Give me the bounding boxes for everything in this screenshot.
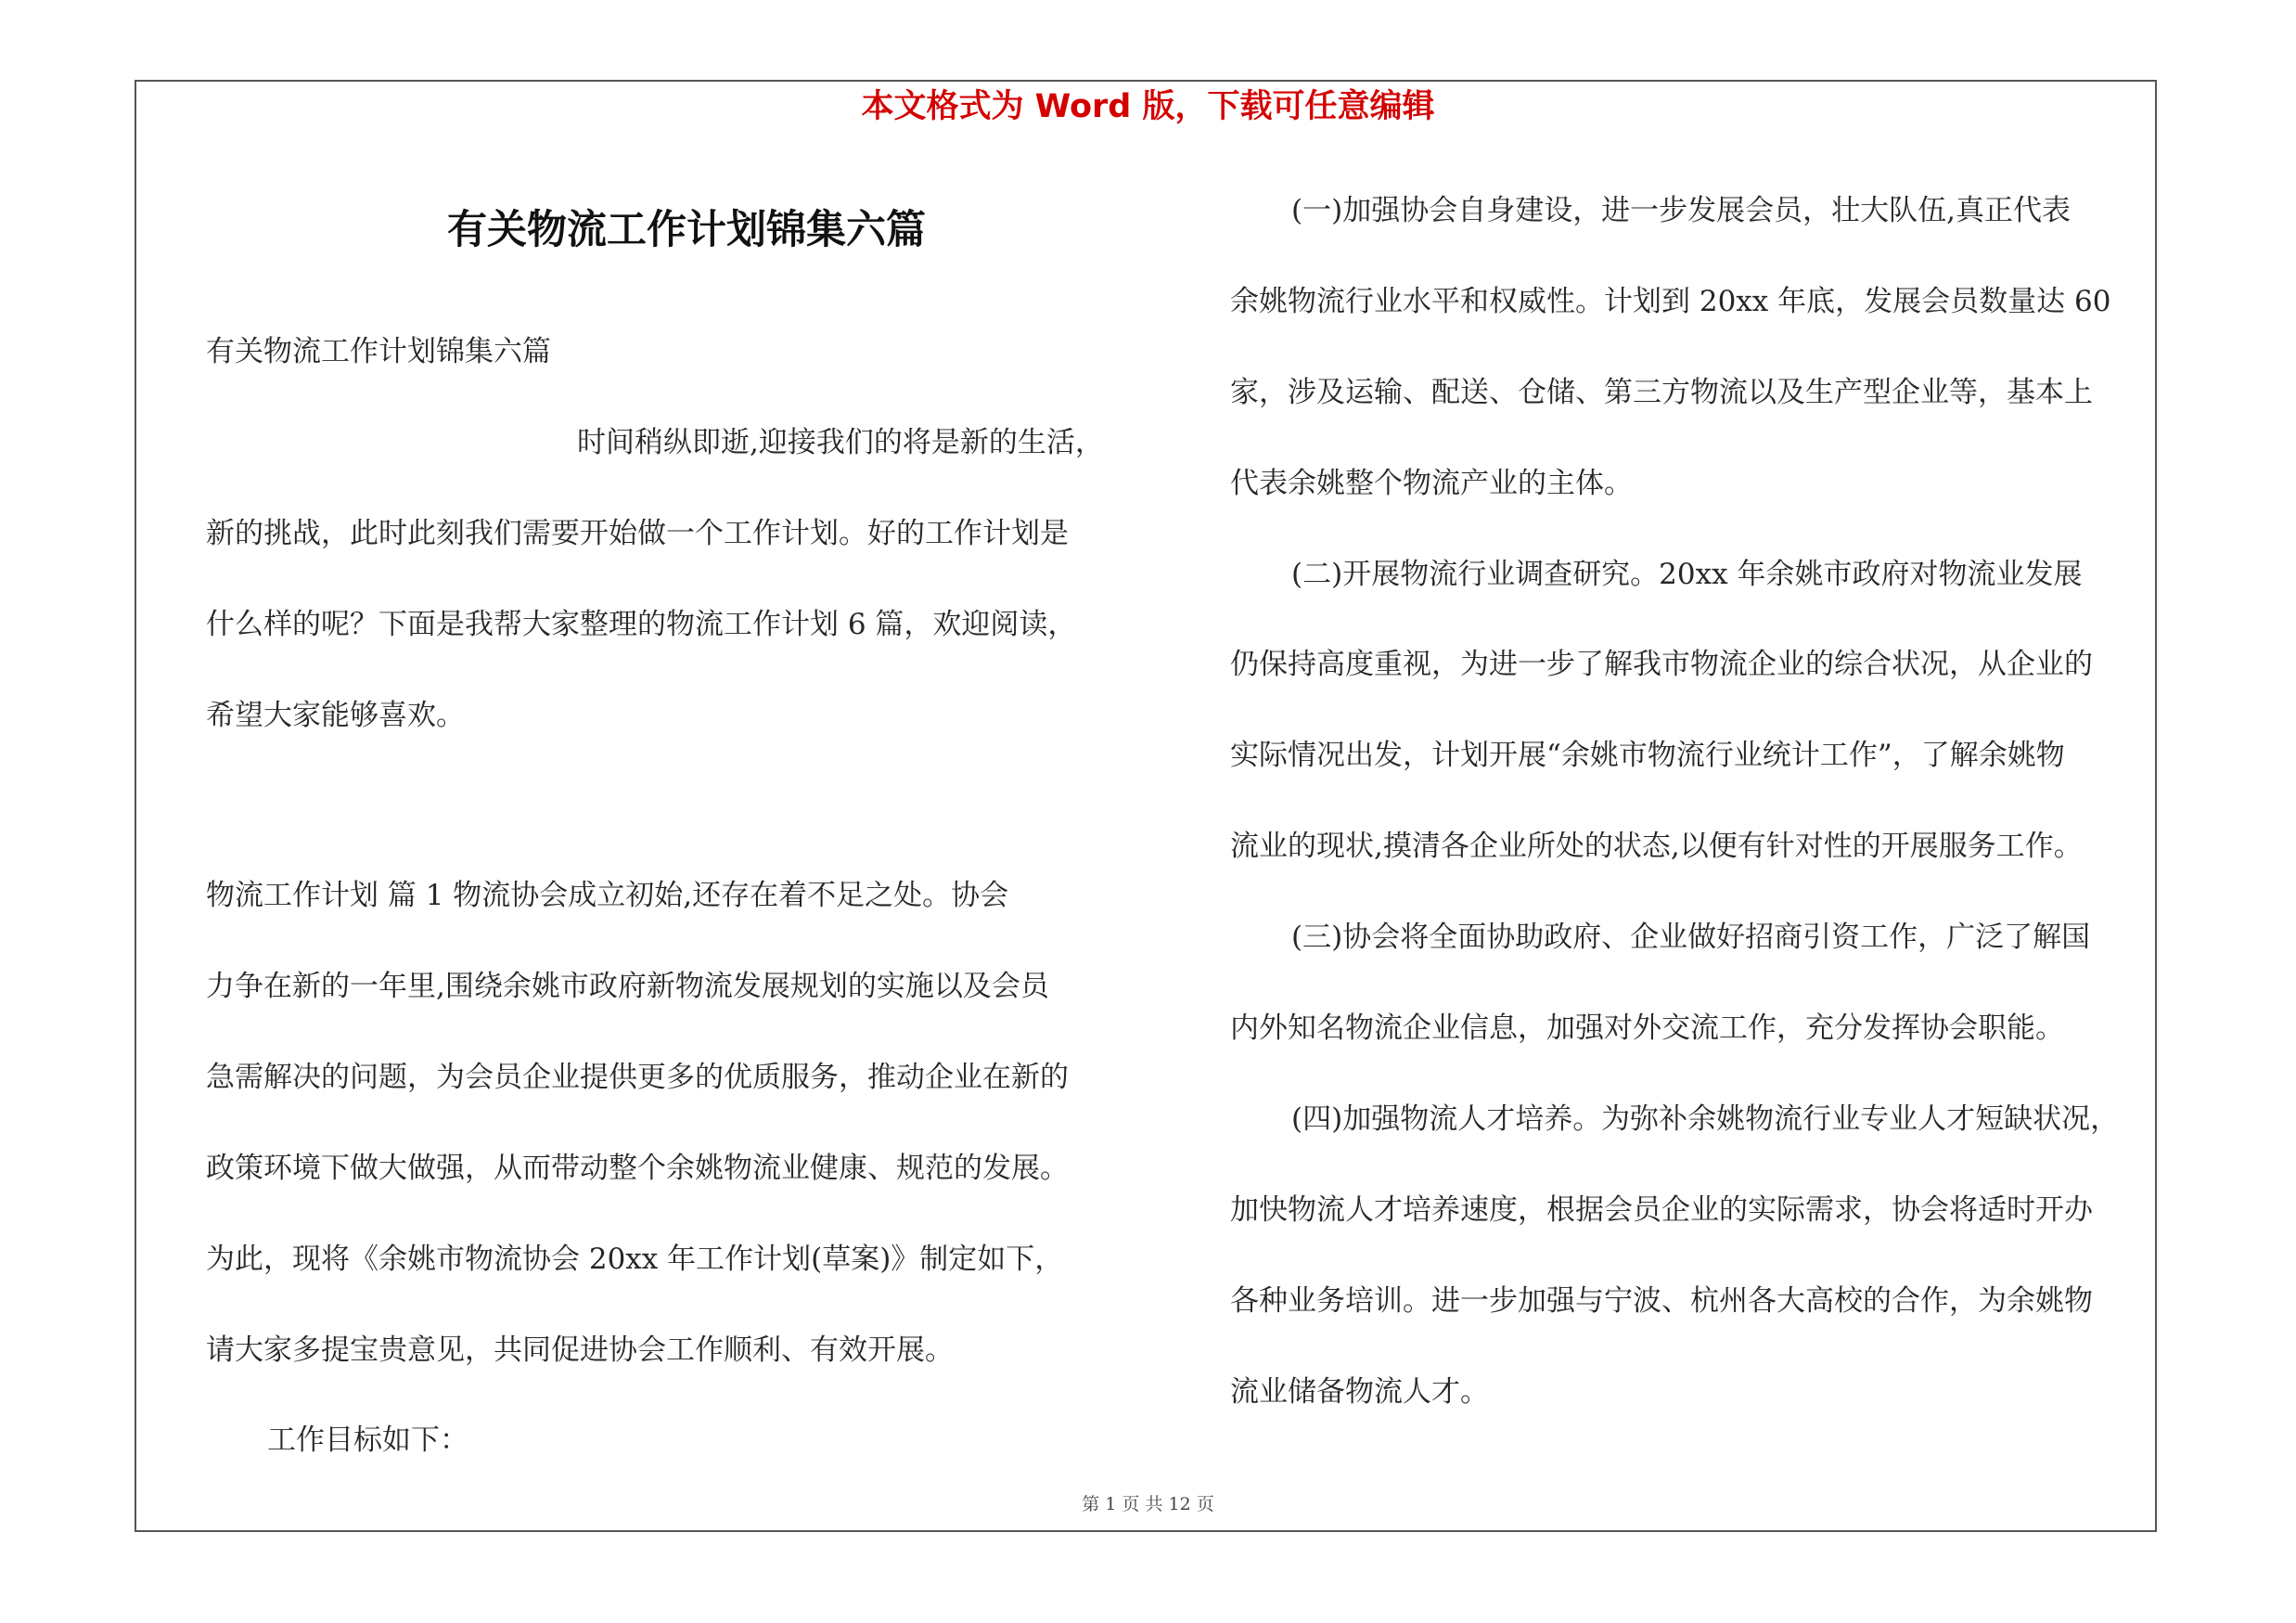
- left-paragraph-line: 新的挑战，此时此刻我们需要开始做一个工作计划。好的工作计划是: [206, 517, 1069, 550]
- left-paragraph-line: 工作目标如下：: [267, 1423, 468, 1457]
- right-paragraph-line: 各种业务培训。进一步加强与宁波、杭州各大高校的合作，为余姚物: [1230, 1284, 2093, 1318]
- right-paragraph-line: (四)加强物流人才培养。为弥补余姚物流行业专业人才短缺状况，: [1291, 1102, 2120, 1136]
- left-paragraph-line: 时间稍纵即逝,迎接我们的将是新的生活，: [577, 426, 1104, 459]
- left-paragraph-line: 政策环境下做大做强，从而带动整个余姚物流业健康、规范的发展。: [206, 1152, 1069, 1185]
- right-paragraph-line: (一)加强协会自身建设，进一步发展会员，壮大队伍,真正代表: [1291, 194, 2072, 227]
- right-paragraph-line: (二)开展物流行业调查研究。20xx 年余姚市政府对物流业发展: [1291, 558, 2083, 591]
- right-paragraph-line: 流业的现状,摸清各企业所处的状态,以便有针对性的开展服务工作。: [1230, 830, 2083, 863]
- left-paragraph-line: 力争在新的一年里,围绕余姚市政府新物流发展规划的实施以及会员: [206, 970, 1049, 1003]
- right-paragraph-line: 实际情况出发，计划开展“余姚市物流行业统计工作”，了解余姚物: [1230, 739, 2065, 772]
- left-paragraph-line: 物流工作计划 篇 1 物流协会成立初始,还存在着不足之处。协会: [206, 879, 1009, 912]
- right-paragraph-line: 加快物流人才培养速度，根据会员企业的实际需求，协会将适时开办: [1230, 1193, 2093, 1227]
- left-paragraph-line: 急需解决的问题，为会员企业提供更多的优质服务，推动企业在新的: [206, 1061, 1069, 1094]
- document-title: 有关物流工作计划锦集六篇: [447, 207, 926, 253]
- page-number-footer: 第 1 页 共 12 页: [1082, 1494, 1214, 1514]
- left-paragraph-line: 希望大家能够喜欢。: [206, 699, 465, 732]
- right-paragraph-line: 代表余姚整个物流产业的主体。: [1230, 467, 1633, 500]
- left-paragraph-line: 请大家多提宝贵意见，共同促进协会工作顺利、有效开展。: [206, 1333, 954, 1367]
- right-paragraph-line: 流业储备物流人才。: [1230, 1375, 1489, 1409]
- left-paragraph-line: 为此，现将《余姚市物流协会 20xx 年工作计划(草案)》制定如下，: [206, 1243, 1064, 1276]
- word-format-banner: 本文格式为 Word 版，下载可任意编辑: [861, 88, 1435, 125]
- left-paragraph-line: 有关物流工作计划锦集六篇: [206, 335, 551, 368]
- right-paragraph-line: 内外知名物流企业信息，加强对外交流工作，充分发挥协会职能。: [1230, 1011, 2064, 1045]
- right-paragraph-line: 家，涉及运输、配送、仓储、第三方物流以及生产型企业等，基本上: [1230, 376, 2093, 409]
- right-paragraph-line: 余姚物流行业水平和权威性。计划到 20xx 年底，发展会员数量达 60: [1230, 285, 2111, 318]
- right-paragraph-line: 仍保持高度重视，为进一步了解我市物流企业的综合状况，从企业的: [1230, 648, 2093, 681]
- right-paragraph-line: (三)协会将全面协助政府、企业做好招商引资工作，广泛了解国: [1291, 921, 2091, 954]
- left-paragraph-line: 什么样的呢？下面是我帮大家整理的物流工作计划 6 篇，欢迎阅读，: [206, 608, 1077, 641]
